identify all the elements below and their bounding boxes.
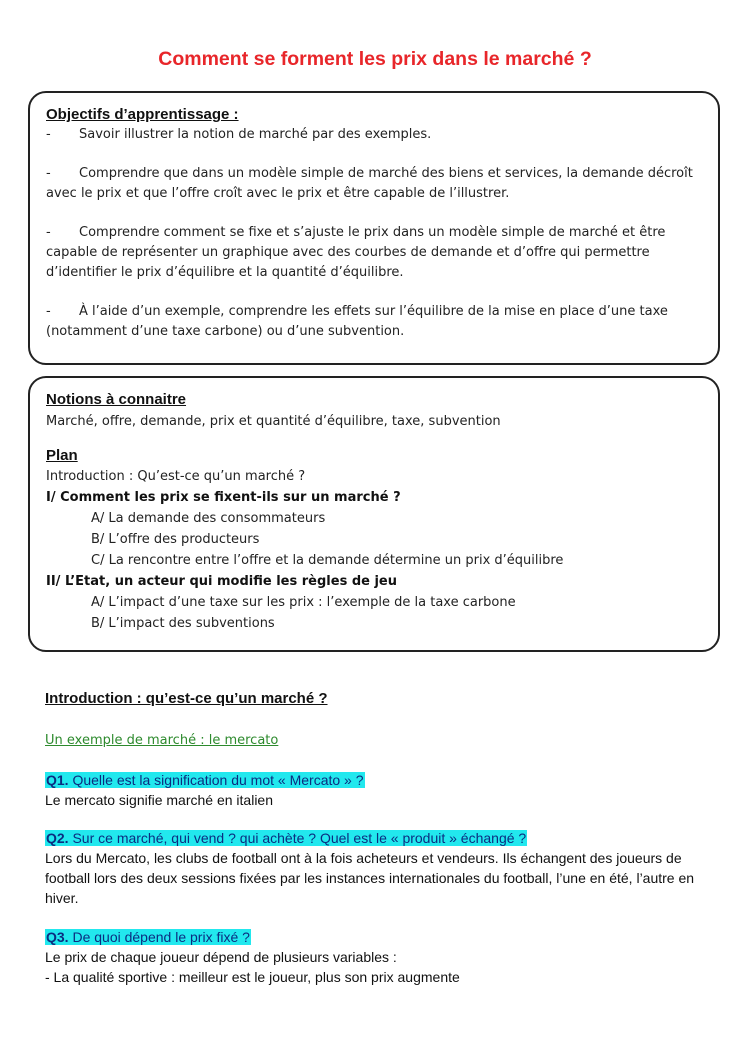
plan-part-2: II/ L’Etat, un acteur qui modifie les règles de jeu [46,574,398,589]
objectifs-box [28,91,720,365]
notions-heading: Notions à connaitre [46,391,187,408]
objectifs-heading: Objectifs d’apprentissage : [46,106,239,123]
question-label: Q2. Sur ce marché, qui vend ? qui achète ? Quel est le « produit » échangé ? [46,830,527,846]
objectif-item: - Savoir illustrer la notion de marché par des exemples. [46,127,432,142]
page-title: Comment se forment les prix dans le marché ? [158,48,592,70]
objectif-item: - À l’aide d’un exemple, comprendre les effets sur l’équilibre de la mise en place d’une taxe (notamment d’une taxe carbone) ou d’une subvention. [46,304,668,339]
notions-plan-box [28,376,720,652]
answer-text: - La qualité sportive : meilleur est le joueur, plus son prix augmente [45,969,460,985]
question-label: Q1. Quelle est la signification du mot « Mercato » ? [46,772,364,788]
answer-text: Lors du Mercato, les clubs de football ont à la fois acheteurs et vendeurs. Ils échangent des joueurs de football lors des deux sessions fixées par les instances internationales du football, l’une en été, l’autre en hiver. [45,850,695,906]
plan-part-1: I/ Comment les prix se fixent-ils sur un marché ? [46,490,401,505]
question-block-1 [45,770,715,810]
intro-heading: Introduction : qu’est-ce qu’un marché ? [45,690,328,707]
plan-item: A/ L’impact d’une taxe sur les prix : l’exemple de la taxe carbone [91,595,516,610]
plan-heading: Plan [46,447,78,464]
question-block-3 [45,927,715,987]
plan-intro: Introduction : Qu’est-ce qu’un marché ? [46,469,306,484]
objectif-item: - Comprendre comment se fixe et s’ajuste le prix dans un modèle simple de marché et être capable de représenter un graphique avec des courbes de demande et d’offre qui permettre d’identifier le prix d’équilibre et la quantité d’équilibre. [46,225,666,280]
answer-text: Le prix de chaque joueur dépend de plusieurs variables : [45,949,397,965]
question-block-2 [45,828,715,908]
objectif-item: - Comprendre que dans un modèle simple de marché des biens et services, la demande décroît avec le prix et que l’offre croît avec le prix et être capable de l’illustrer. [46,166,693,201]
plan-item: B/ L’impact des subventions [91,616,275,631]
answer-text: Le mercato signifie marché en italien [45,792,274,808]
plan-item: A/ La demande des consommateurs [91,511,326,526]
question-label: Q3. De quoi dépend le prix fixé ? [46,929,250,945]
plan-item: C/ La rencontre entre l’offre et la demande détermine un prix d’équilibre [91,553,564,568]
plan-item: B/ L’offre des producteurs [91,532,260,547]
notions-text: Marché, offre, demande, prix et quantité d’équilibre, taxe, subvention [46,414,501,429]
intro-subheading: Un exemple de marché : le mercato [45,733,279,748]
